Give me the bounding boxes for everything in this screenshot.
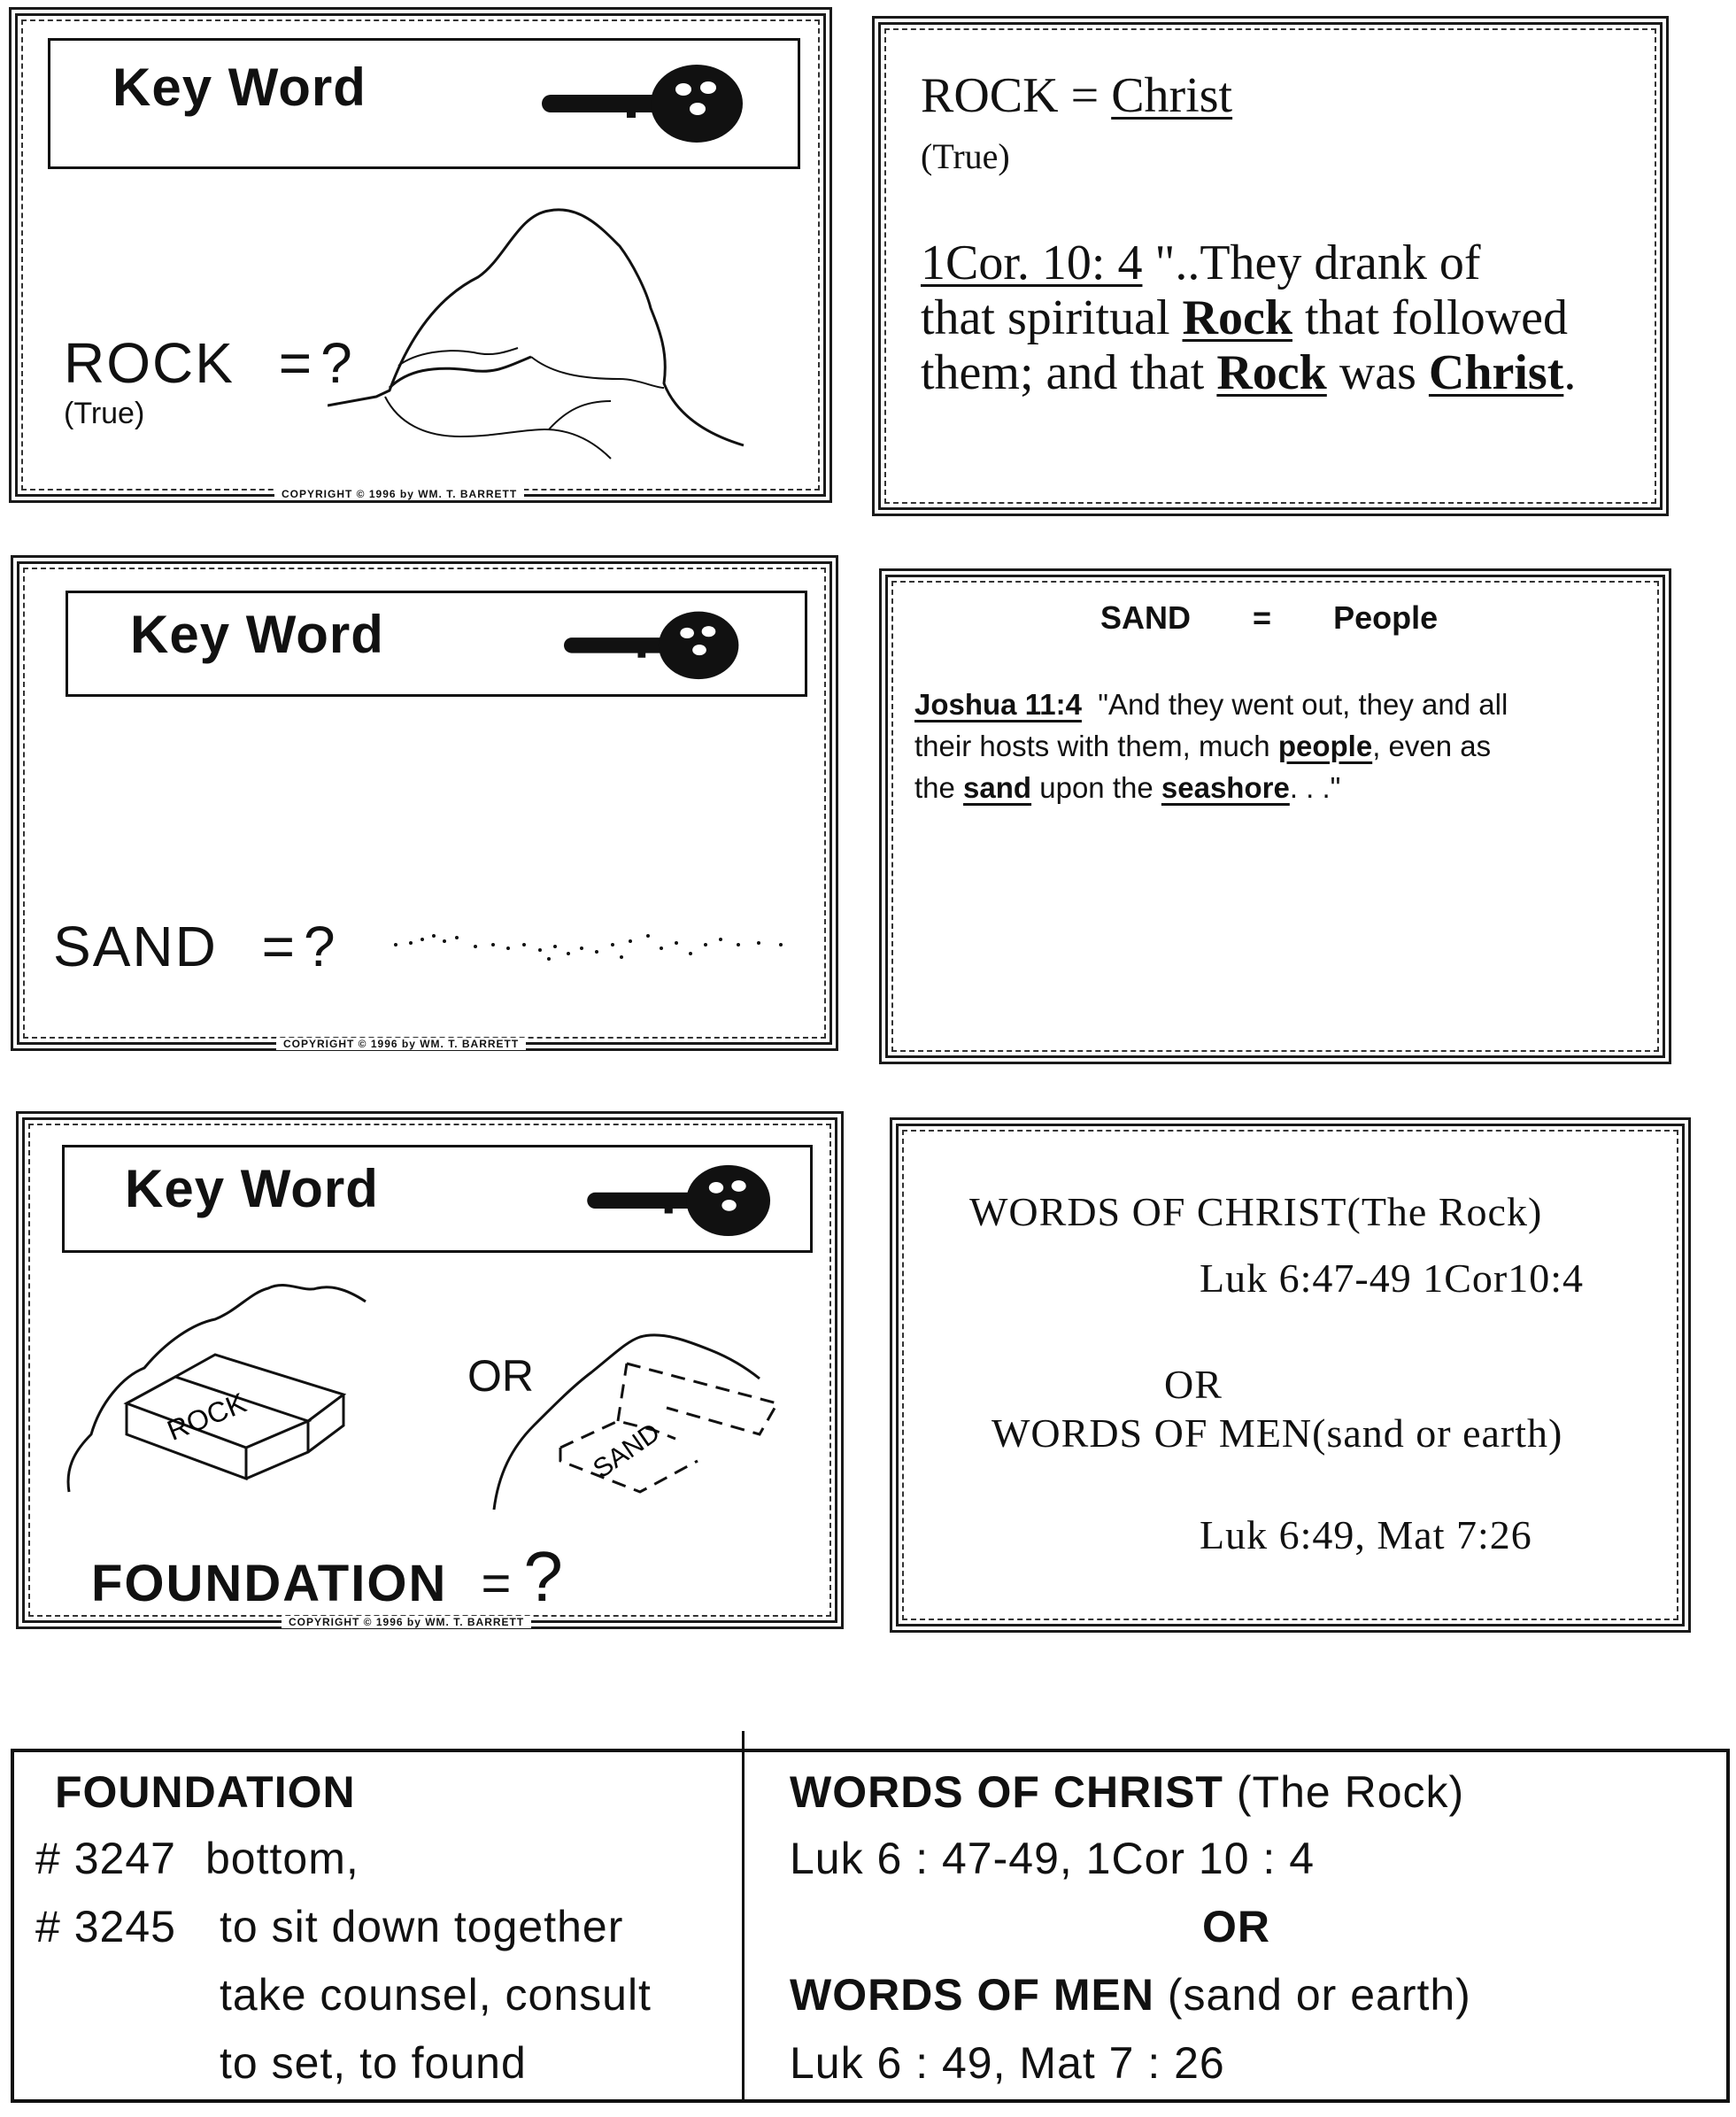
card-sand-question bbox=[11, 555, 838, 1051]
key-word-label: Key Word bbox=[112, 58, 366, 117]
true-note: (True) bbox=[921, 136, 1010, 176]
copyright-notice: COPYRIGHT © 1996 by WM. T. BARRETT bbox=[274, 488, 524, 500]
key-word-box bbox=[48, 38, 800, 169]
sand-slab-label: SAND bbox=[588, 1418, 666, 1485]
rock-question bbox=[64, 330, 354, 396]
copyright-notice: COPYRIGHT © 1996 by WM. T. BARRETT bbox=[282, 1616, 531, 1628]
verse-line bbox=[914, 725, 1658, 767]
verse-text: the bbox=[914, 771, 955, 804]
verse-line bbox=[914, 684, 1658, 725]
verse-text: . . ." bbox=[1289, 771, 1341, 804]
sand-answer-heading bbox=[1100, 599, 1438, 637]
verse-keyword: Rock bbox=[1182, 290, 1292, 345]
summary-words-of-men bbox=[790, 1969, 1471, 2020]
equals-sign: = bbox=[481, 1555, 513, 1612]
key-icon bbox=[542, 63, 745, 143]
card-foundation-question bbox=[16, 1111, 844, 1629]
rock-answer-heading bbox=[921, 67, 1232, 124]
answer-line-christ-refs: Luk 6:47-49 1Cor10:4 bbox=[1200, 1256, 1584, 1301]
verse-text: , even as bbox=[1372, 730, 1492, 762]
summary-text: (sand or earth) bbox=[1167, 1970, 1471, 2020]
rock-drawing bbox=[328, 197, 823, 490]
strongs-definition: take counsel, consult bbox=[220, 1970, 652, 2020]
key-word-box bbox=[62, 1145, 813, 1253]
verse-text: "And they went out, they and all bbox=[1098, 688, 1508, 721]
verse-text: that followed bbox=[1304, 290, 1569, 345]
verse-line bbox=[921, 345, 1664, 400]
or-label: OR bbox=[467, 1351, 534, 1401]
verse-keyword: Christ bbox=[1428, 345, 1564, 400]
summary-foundation-heading: FOUNDATION bbox=[55, 1767, 356, 1817]
strongs-number: # 3247 bbox=[35, 1834, 176, 1883]
strongs-definition: bottom, bbox=[205, 1834, 359, 1883]
sand-dots bbox=[391, 918, 799, 971]
key-word-label: Key Word bbox=[125, 1159, 379, 1218]
verse-joshua-11-4 bbox=[914, 684, 1658, 808]
question-mark: ? bbox=[303, 915, 337, 978]
card-rock-question bbox=[9, 7, 832, 503]
answer-line-words-of-christ: WORDS OF CHRIST(The Rock) bbox=[969, 1189, 1543, 1234]
summary-bold-text: WORDS OF MEN bbox=[790, 1970, 1154, 2020]
head-word: SAND bbox=[1100, 599, 1192, 636]
question-word: ROCK bbox=[64, 331, 235, 395]
foundation-question bbox=[91, 1536, 565, 1618]
summary-words-of-christ bbox=[790, 1766, 1464, 1818]
equals-sign: = bbox=[278, 331, 314, 395]
strongs-definition: to set, to found bbox=[220, 2038, 527, 2088]
verse-text: their hosts with them, much bbox=[914, 730, 1270, 762]
verse-text: them; and that bbox=[921, 345, 1205, 400]
key-word-label: Key Word bbox=[130, 605, 384, 664]
copyright-notice: COPYRIGHT © 1996 by WM. T. BARRETT bbox=[276, 1038, 526, 1050]
key-icon bbox=[587, 1163, 773, 1236]
verse-reference: Joshua 11:4 bbox=[914, 688, 1082, 721]
verse-keyword: people bbox=[1277, 730, 1373, 762]
verse-keyword: seashore bbox=[1161, 771, 1290, 804]
verse-text: was bbox=[1339, 345, 1416, 400]
verse-line bbox=[914, 767, 1658, 808]
verse-line bbox=[921, 236, 1664, 290]
true-note: (True) bbox=[64, 397, 145, 430]
head-answer: People bbox=[1333, 599, 1439, 636]
equals-sign: = bbox=[261, 915, 297, 978]
verse-keyword: sand bbox=[963, 771, 1032, 804]
verse-text: that spiritual bbox=[921, 290, 1170, 345]
head-equals: = bbox=[1253, 599, 1272, 636]
key-word-box bbox=[66, 591, 807, 697]
sand-slab-drawing bbox=[485, 1315, 804, 1518]
question-word: FOUNDATION bbox=[91, 1555, 448, 1612]
key-icon bbox=[564, 609, 741, 680]
card-foundation-answer bbox=[890, 1117, 1691, 1633]
rock-slab-drawing bbox=[60, 1271, 450, 1501]
question-mark: ? bbox=[320, 331, 354, 395]
answer-line-words-of-men: WORDS OF MEN(sand or earth) bbox=[991, 1410, 1563, 1456]
head-equals: = bbox=[1070, 68, 1099, 123]
verse-keyword: Rock bbox=[1216, 345, 1327, 400]
question-word: SAND bbox=[53, 915, 218, 978]
card-sand-answer bbox=[879, 568, 1671, 1064]
rock-slab-label: ROCK bbox=[162, 1386, 251, 1447]
summary-christ-refs: Luk 6 : 47-49, 1Cor 10 : 4 bbox=[790, 1834, 1316, 1883]
verse-text: upon the bbox=[1039, 771, 1153, 804]
answer-line-or: OR bbox=[1164, 1362, 1223, 1407]
table-divider bbox=[742, 1731, 745, 2103]
verse-1cor-10-4 bbox=[921, 236, 1664, 400]
summary-men-refs: Luk 6 : 49, Mat 7 : 26 bbox=[790, 2038, 1225, 2088]
strongs-number: # 3245 bbox=[35, 1902, 176, 1951]
head-word: ROCK bbox=[921, 68, 1059, 123]
summary-bold-text: WORDS OF CHRIST bbox=[790, 1767, 1223, 1817]
question-mark: ? bbox=[523, 1537, 565, 1616]
sand-question bbox=[53, 914, 337, 979]
card-rock-answer bbox=[872, 16, 1669, 516]
summary-or: OR bbox=[1202, 1902, 1270, 1951]
head-answer: Christ bbox=[1111, 68, 1233, 123]
summary-text: (The Rock) bbox=[1236, 1767, 1465, 1817]
strongs-definition: to sit down together bbox=[220, 1902, 624, 1951]
verse-reference: 1Cor. 10: 4 bbox=[921, 236, 1143, 290]
verse-text: . bbox=[1563, 345, 1577, 400]
verse-text: "..They drank of bbox=[1154, 236, 1481, 290]
verse-line bbox=[921, 290, 1664, 345]
answer-line-men-refs: Luk 6:49, Mat 7:26 bbox=[1200, 1512, 1532, 1557]
